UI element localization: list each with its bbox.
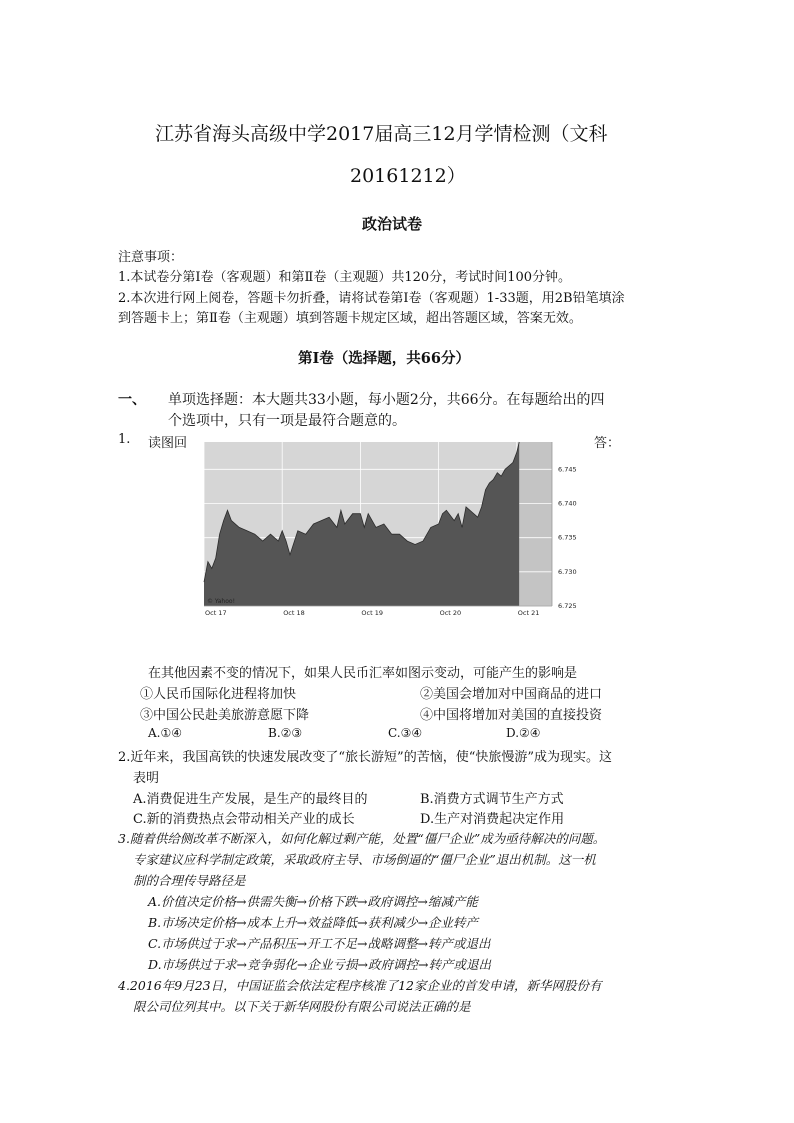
q3-option-c: C.市场供过于求→产品积压→开工不足→战略调整→转产或退出: [148, 936, 491, 951]
q1-statement-2: ②美国会增加对中国商品的进口: [420, 687, 603, 702]
q2-stem-line1: 2.近年来，我国高铁的快速发展改变了“旅长游短”的苦恼，使“快旅慢游”成为现实。这: [118, 750, 612, 765]
q1-tail: 答：: [594, 436, 621, 451]
x-tick-label: Oct 21: [517, 609, 540, 617]
q2-option-c: C.新的消费热点会带动相关产业的成长: [133, 812, 355, 827]
q1-statement-3: ③中国公民赴美旅游意愿下降: [140, 708, 310, 723]
document-title-line2: 20161212）: [350, 165, 466, 187]
document-title-line1: 江苏省海头高级中学2017届高三12月学情检测（文科: [155, 123, 608, 145]
q1-stem: 在其他因素不变的情况下，如果人民币汇率如图示变动，可能产生的影响是: [148, 666, 578, 681]
q1-option-d: D.②④: [506, 726, 541, 740]
q3-stem-line1: 3.随着供给侧改革不断深入，如何化解过剩产能，处置“僵尸企业”成为亟待解决的问题。: [118, 831, 606, 846]
notice-item-2-line2: 到答题卡上；第Ⅱ卷（主观题）填到答题卡规定区域，超出答题区域，答案无效。: [118, 311, 582, 326]
y-tick-label: 6.725: [558, 602, 577, 610]
y-tick-label: 6.745: [558, 465, 577, 474]
y-tick-label: 6.730: [558, 567, 577, 576]
q3-stem-line3: 制的合理传导路径是: [133, 873, 246, 888]
y-tick-label: 6.740: [558, 499, 577, 508]
subject-title: 政治试卷: [362, 215, 423, 233]
q1-option-c: C.③④: [388, 726, 423, 740]
notice-item-1: 1.本试卷分第Ⅰ卷（客观题）和第Ⅱ卷（主观题）共120分，考试时间100分钟。: [118, 270, 572, 285]
part-instruction-line2: 个选项中，只有一项是最符合题意的。: [168, 413, 406, 429]
q1-statement-4: ④中国将增加对美国的直接投资: [420, 708, 603, 723]
q4-stem-line2: 限公司位列其中。以下关于新华网股份有限公司说法正确的是: [133, 999, 471, 1014]
q2-option-a: A.消费促进生产发展，是生产的最终目的: [133, 792, 368, 807]
exchange-rate-chart: [200, 436, 586, 622]
q1-option-b: B.②③: [268, 726, 303, 740]
part-instruction-line1: 单项选择题：本大题共33小题，每小题2分，共66分。在每题给出的四: [168, 392, 605, 408]
q2-option-b: B.消费方式调节生产方式: [420, 792, 564, 807]
x-tick-label: Oct 20: [439, 609, 462, 617]
chart-watermark: © Yahoo!: [207, 598, 235, 605]
notice-item-2-line1: 2.本次进行网上阅卷，答题卡勿折叠，请将试卷第Ⅰ卷（客观题）1-33题，用2B铅笔填涂: [118, 291, 625, 306]
q2-stem-line2: 表明: [133, 771, 160, 786]
part-number: 一、: [118, 392, 146, 408]
q3-option-a: A.价值决定价格→供需失衡→价格下跌→政府调控→缩减产能: [148, 894, 478, 909]
q3-option-d: D.市场供过于求→竞争弱化→企业亏损→政府调控→转产或退出: [148, 957, 491, 972]
y-tick-label: 6.735: [558, 533, 577, 542]
x-tick-label: Oct 17: [205, 609, 227, 617]
x-tick-label: Oct 19: [361, 609, 383, 617]
q2-option-d: D.生产对消费起决定作用: [420, 812, 565, 827]
x-tick-label: Oct 18: [283, 609, 305, 617]
q1-lead: 读图回: [148, 436, 188, 451]
q1-statement-1: ①人民币国际化进程将加快: [140, 687, 297, 702]
q3-option-b: B.市场决定价格→成本上升→效益降低→获利减少→企业转产: [148, 915, 479, 930]
section-title: 第Ⅰ卷（选择题，共66分）: [298, 350, 470, 367]
q1-option-a: A.①④: [148, 726, 182, 740]
q3-stem-line2: 专家建议应科学制定政策，采取政府主导、市场倒逼的“僵尸企业”退出机制。这一机: [133, 852, 596, 867]
q1-number: 1.: [118, 432, 131, 447]
q4-stem-line1: 4.2016年9月23日，中国证监会依法定程序核准了12家企业的首发申请，新华网股份有: [118, 978, 602, 993]
shaded-future-region: [519, 442, 552, 606]
notice-heading: 注意事项：: [118, 250, 184, 265]
